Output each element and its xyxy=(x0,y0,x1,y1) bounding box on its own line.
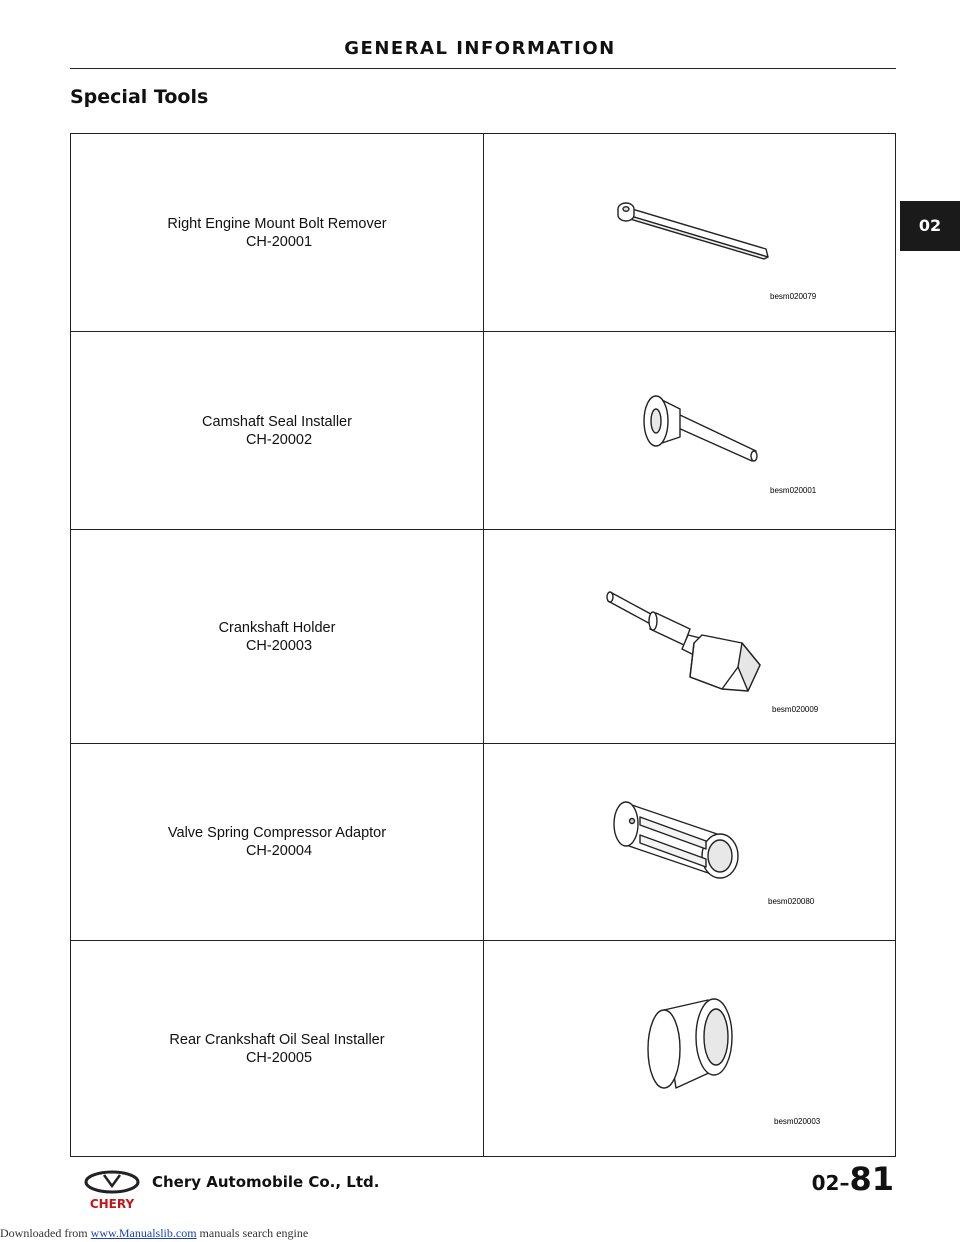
download-notice xyxy=(0,1226,308,1241)
page-title: Special Tools xyxy=(70,86,209,108)
table-row xyxy=(71,530,896,744)
tool-name: Valve Spring Compressor Adaptor xyxy=(167,825,387,841)
tool-code: CH-20005 xyxy=(245,1049,313,1066)
tool-name: Camshaft Seal Installer xyxy=(202,413,352,430)
table-row xyxy=(71,134,896,332)
tool-image-label: besm020001 xyxy=(770,485,817,495)
tool-name-cell xyxy=(71,744,484,941)
tool-image-label: besm020080 xyxy=(768,896,815,906)
header-rule xyxy=(70,68,896,69)
tool-name-cell xyxy=(71,941,484,1157)
table-row xyxy=(71,941,896,1157)
tool-code: CH-20003 xyxy=(245,637,313,654)
footer-company: Chery Automobile Co., Ltd. xyxy=(152,1173,380,1191)
tool-image-label: besm020079 xyxy=(770,291,817,301)
tool-code: CH-20001 xyxy=(245,233,313,250)
tool-image-label: besm020003 xyxy=(774,1116,821,1126)
header-title: GENERAL INFORMATION xyxy=(344,38,616,59)
tool-image-cell xyxy=(484,134,896,332)
download-prefix: Downloaded from xyxy=(0,1226,91,1240)
tool-image-label: besm020009 xyxy=(772,704,819,714)
tool-image-cell xyxy=(484,530,896,744)
table-row xyxy=(71,744,896,941)
crankshaft-holder-icon xyxy=(484,531,896,743)
tool-image-cell xyxy=(484,941,896,1157)
tool-name: Right Engine Mount Bolt Remover xyxy=(167,215,387,232)
tool-code: CH-20002 xyxy=(245,431,313,448)
tool-name-cell xyxy=(71,332,484,530)
manualslib-link[interactable]: www.Manualslib.com xyxy=(90,1226,197,1240)
page-section: 02– xyxy=(811,1171,850,1195)
page-number xyxy=(812,1160,894,1198)
download-suffix: manuals search engine xyxy=(196,1226,309,1240)
special-tools-table xyxy=(70,133,896,1157)
tool-name: Crankshaft Holder xyxy=(218,619,336,636)
tool-name-cell xyxy=(71,530,484,744)
chery-logo-icon xyxy=(82,1170,142,1212)
table-row xyxy=(71,332,896,530)
tool-name: Rear Crankshaft Oil Seal Installer xyxy=(169,1031,385,1048)
bolt-remover-icon xyxy=(484,135,896,331)
logo-text: CHERY xyxy=(89,1197,135,1211)
compressor-adaptor-icon xyxy=(484,745,896,940)
seal-installer-icon xyxy=(484,333,896,529)
tool-image-cell xyxy=(484,332,896,530)
oil-seal-installer-icon xyxy=(484,942,896,1156)
section-tab: 02 xyxy=(900,201,960,251)
page-number-value: 81 xyxy=(849,1160,894,1198)
tool-code: CH-20004 xyxy=(245,843,313,859)
tool-name-cell xyxy=(71,134,484,332)
tool-image-cell xyxy=(484,744,896,941)
